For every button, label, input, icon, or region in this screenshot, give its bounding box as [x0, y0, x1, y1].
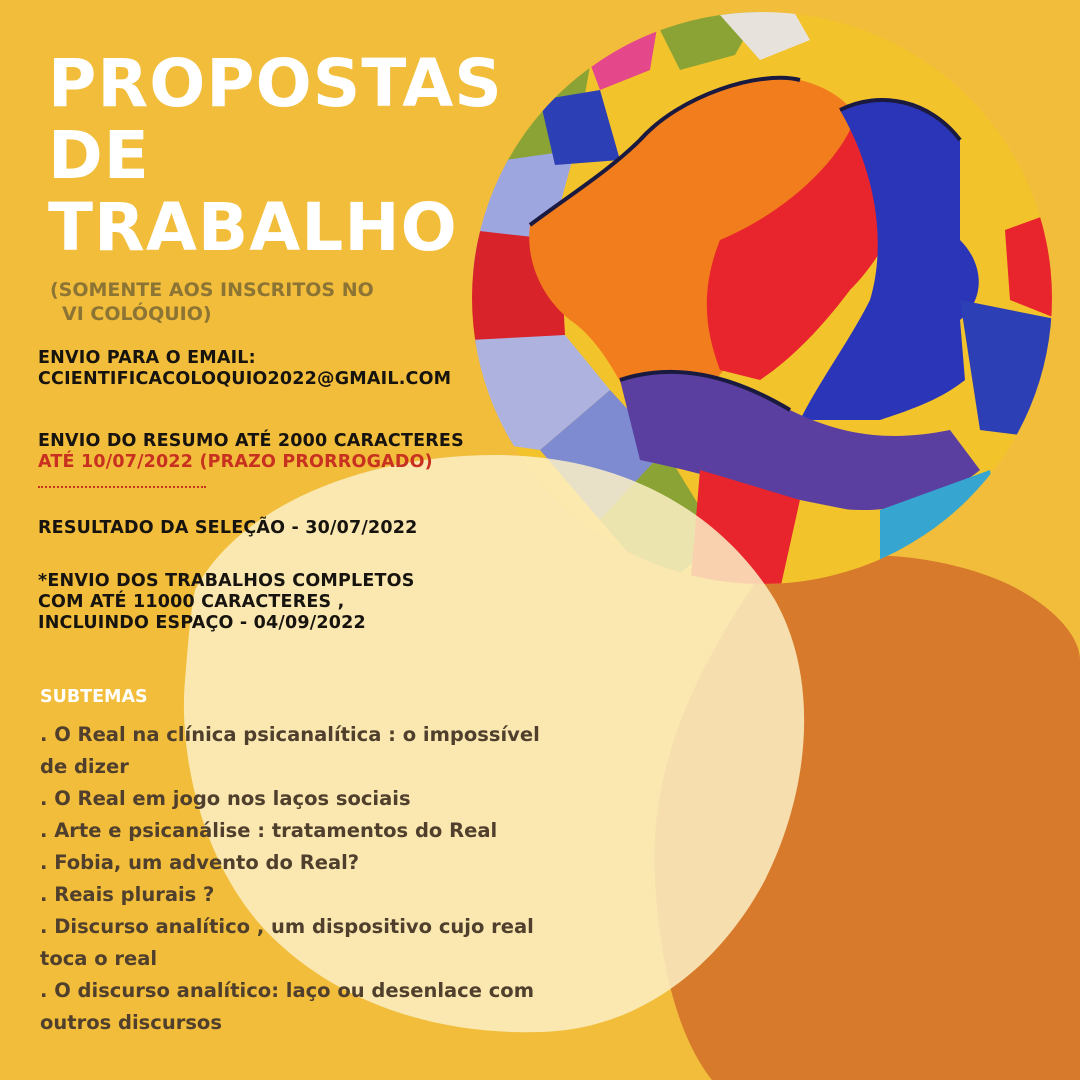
- list-item: . Fobia, um advento do Real?: [40, 851, 360, 874]
- subtemas-list: [40, 719, 560, 1039]
- resultado-text: RESULTADO DA SELEÇÃO - 30/07/2022: [38, 518, 418, 538]
- resumo-deadline: ATÉ 10/07/2022 (PRAZO PRORROGADO): [38, 452, 433, 472]
- list-item: . O Real em jogo nos laços sociais: [40, 787, 411, 810]
- list-item: . O discurso analítico: laço ou desenlace com outros discursos: [40, 979, 535, 1034]
- list-item: . O Real na clínica psicanalítica : o impossível de dizer: [40, 723, 540, 778]
- subtitle-line-2: VI COLÓQUIO): [62, 303, 212, 325]
- title-line-1: PROPOSTAS: [48, 45, 503, 122]
- list-item: . Discurso analítico , um dispositivo cujo real toca o real: [40, 915, 534, 970]
- trabalhos-block: [38, 571, 415, 634]
- subtitle-line-1: (SOMENTE AOS INSCRITOS NO: [50, 279, 374, 301]
- resumo-block: [38, 431, 464, 473]
- title-line-2: DE: [48, 117, 150, 194]
- trabalhos-line-3: INCLUINDO ESPAÇO - 04/09/2022: [38, 613, 366, 633]
- trabalhos-line-2: COM ATÉ 11000 CARACTERES ,: [38, 592, 345, 612]
- list-item: . Arte e psicanálise : tratamentos do Real: [40, 819, 498, 842]
- email-label: ENVIO PARA O EMAIL:: [38, 348, 256, 368]
- email-block: [38, 348, 451, 390]
- page-title: [48, 45, 503, 266]
- subtitle: [50, 278, 374, 326]
- email-address: CCIENTIFICACOLOQUIO2022@GMAIL.COM: [38, 369, 452, 389]
- subtemas-heading: SUBTEMAS: [40, 687, 148, 707]
- resumo-line: ENVIO DO RESUMO ATÉ 2000 CARACTERES: [38, 431, 464, 451]
- trabalhos-line-1: *ENVIO DOS TRABALHOS COMPLETOS: [38, 571, 415, 591]
- dotted-divider: [38, 486, 206, 488]
- title-line-3: TRABALHO: [48, 189, 458, 266]
- list-item: . Reais plurais ?: [40, 883, 215, 906]
